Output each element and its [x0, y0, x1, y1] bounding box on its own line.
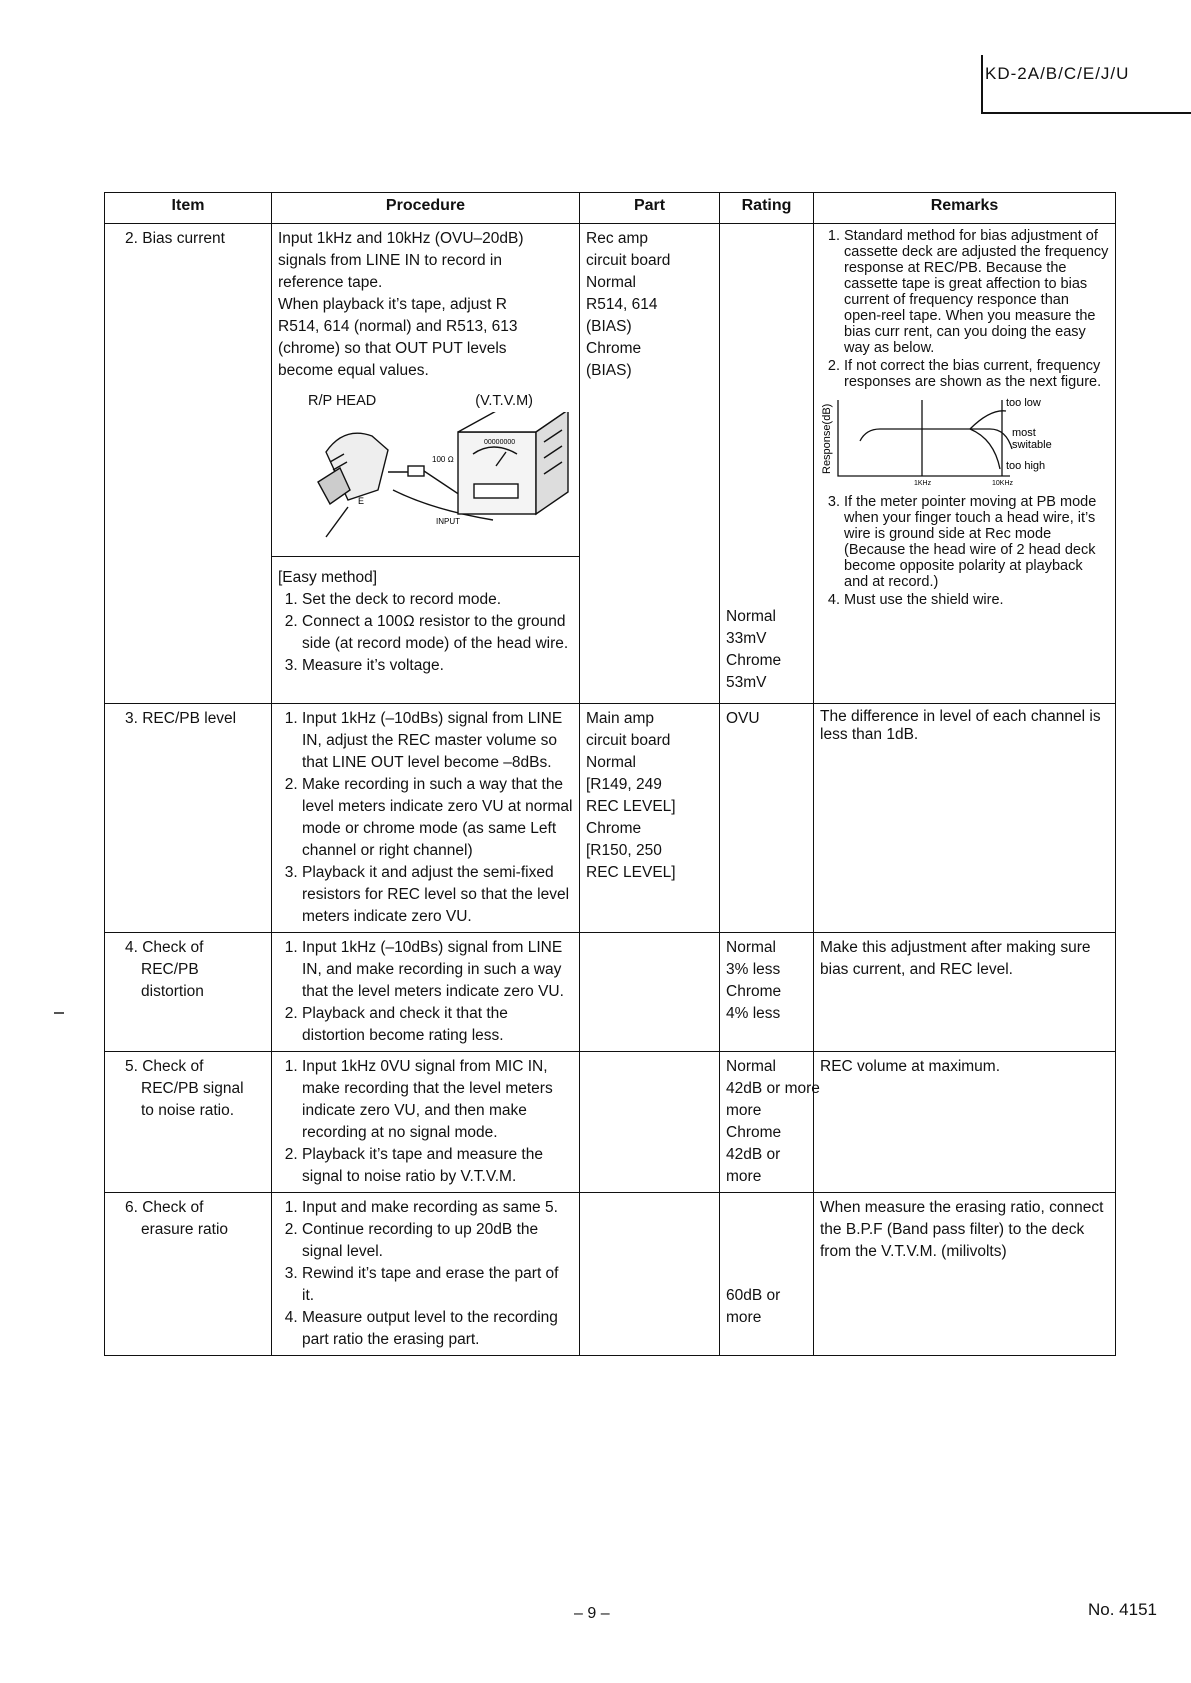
part-line: circuit board [586, 252, 671, 269]
item-label: 3. REC/PB level [125, 710, 237, 727]
list-item: 1. Input 1kHz (–10dBs) signal from LINE IN, adjust the REC master volume so that LINE OUT level become –8dBs. [302, 708, 573, 774]
procedure-line: Input 1kHz and 10kHz (OVU–20dB) [278, 230, 524, 247]
rating-text [726, 606, 807, 694]
label-too-low: too low [1006, 397, 1041, 409]
model-code: KD-2A/B/C/E/J/U [985, 64, 1130, 83]
label-switable: switable [1012, 439, 1052, 451]
rating-text [726, 1056, 820, 1188]
column-header-part: Part [580, 193, 720, 224]
list-item: 1. Input 1kHz (–10dBs) signal from LINE IN, and make recording in such a way that the level meters indicate zero VU. [302, 937, 573, 1003]
list-item: 2. Playback it’s tape and measure the signal to noise ratio by V.T.V.M. [302, 1144, 573, 1188]
part-line: [R150, 250 [586, 842, 662, 859]
table-row-signal-to-noise [105, 1052, 1116, 1193]
remarks-cell [814, 1052, 1116, 1193]
item-cell [105, 1193, 272, 1356]
remarks-text: When measure the erasing ratio, connect the B.P.F (Band pass filter) to the deck from the V.T.V.M. (milivolts) [820, 1199, 1104, 1260]
list-item: 1. Input 1kHz 0VU signal from MIC IN, make recording that the level meters indicate zero VU, and then make recording at no signal mode. [302, 1056, 573, 1144]
procedure-line: signals from LINE IN to record in [278, 252, 502, 269]
procedure-cell [272, 704, 580, 933]
margin-mark [54, 1012, 64, 1014]
column-header-procedure: Procedure [272, 193, 580, 224]
procedure-cell [272, 1193, 580, 1356]
part-text [586, 228, 713, 382]
list-item: 3. Measure it’s voltage. [302, 655, 573, 677]
column-header-remarks: Remarks [814, 193, 1116, 224]
part-line: Normal [586, 274, 636, 291]
label-10khz: 10KHz [992, 480, 1014, 486]
item-label: 6. Check of [125, 1199, 204, 1216]
resistor-symbol [408, 466, 424, 476]
item-label: 2. Bias current [125, 230, 225, 247]
list-item: 2. Make recording in such a way that the level meters indicate zero VU at normal mode or chrome mode (as same Left channel or right channel) [302, 774, 573, 862]
part-line: (BIAS) [586, 362, 632, 379]
rating-line: 4% less [726, 1005, 781, 1022]
remarks-cell [814, 933, 1116, 1052]
rating-line: Chrome [726, 1124, 782, 1141]
item-label: 5. Check of [125, 1058, 204, 1075]
part-line: Chrome [586, 820, 642, 837]
part-line: Normal [586, 754, 636, 771]
part-cell [580, 1052, 720, 1193]
rating-cell [720, 224, 814, 704]
remarks-text: The difference in level of each channel is less than 1dB. [820, 708, 1101, 743]
part-line: circuit board [586, 732, 671, 749]
rp-head-label: R/P HEAD [308, 393, 377, 409]
rating-line: Chrome [726, 983, 782, 1000]
part-line: (BIAS) [586, 318, 632, 335]
item-cell [105, 1052, 272, 1193]
label-1khz: 1KHz [914, 480, 932, 486]
item-label-line: to noise ratio. [141, 1102, 235, 1119]
rating-line: Chrome [726, 652, 782, 669]
part-line: [R149, 249 [586, 776, 662, 793]
list-item: 4. Must use the shield wire. [844, 592, 1109, 608]
remarks-text: REC volume at maximum. [820, 1058, 1001, 1075]
part-text [586, 708, 713, 884]
rating-line: more [726, 1168, 762, 1185]
part-line: REC LEVEL] [586, 864, 676, 881]
list-item: 2. If not correct the bias current, frequency responses are shown as the next figure. [844, 358, 1109, 390]
rating-cell [720, 1193, 814, 1356]
part-line: Main amp [586, 710, 655, 727]
item-label-line: REC/PB signal [141, 1080, 244, 1097]
rating-line: 33mV [726, 630, 767, 647]
rating-line: 42dB or more [726, 1080, 820, 1097]
part-cell [580, 224, 720, 704]
bias-measurement-illustration [288, 412, 578, 542]
procedure-steps [278, 708, 573, 928]
column-header-item: Item [105, 193, 272, 224]
part-line: Chrome [586, 340, 642, 357]
rating-line: more [726, 1102, 762, 1119]
item-label: 4. Check of [125, 939, 204, 956]
procedure-line: reference tape. [278, 274, 383, 291]
part-line: REC LEVEL] [586, 798, 676, 815]
ground-label: E [358, 496, 365, 506]
list-item: 1. Input and make recording as same 5. [302, 1197, 573, 1219]
rating-line: 42dB or [726, 1146, 781, 1163]
procedure-line: When playback it’s tape, adjust R [278, 296, 507, 313]
curve-most-switable [860, 429, 1012, 449]
rating-line: Normal [726, 608, 776, 625]
part-cell [580, 933, 720, 1052]
remarks-list [820, 228, 1109, 390]
table-row-erasure-ratio [105, 1193, 1116, 1356]
header-divider-vertical [981, 55, 983, 113]
procedure-steps [278, 1197, 573, 1351]
part-line: R514, 614 [586, 296, 658, 313]
vtvm-label: (V.T.V.M) [475, 393, 533, 409]
meter-digits: 00000000 [484, 439, 516, 446]
page-number: – 9 – [574, 1605, 610, 1622]
rating-cell [720, 933, 814, 1052]
list-item: 4. Measure output level to the recording part ratio the erasing part. [302, 1307, 573, 1351]
item-cell [105, 224, 272, 704]
item-label-line: distortion [141, 983, 204, 1000]
procedure-text [278, 228, 573, 382]
item-cell [105, 933, 272, 1052]
list-item: 3. Rewind it’s tape and erase the part of it. [302, 1263, 573, 1307]
part-line: Rec amp [586, 230, 649, 247]
adjustment-table [104, 192, 1116, 1356]
list-item: 2. Playback and check it that the distortion become rating less. [302, 1003, 573, 1047]
remarks-text: Make this adjustment after making sure bias current, and REC level. [820, 939, 1091, 978]
header-divider-horizontal [981, 112, 1191, 114]
item-cell [105, 704, 272, 933]
input-label: INPUT [436, 517, 460, 526]
table-header-row [105, 193, 1116, 224]
remarks-cell [814, 224, 1116, 704]
rating-text [726, 1285, 807, 1329]
label-too-high: too high [1006, 460, 1046, 472]
curve-too-low [970, 411, 1006, 429]
procedure-steps [278, 937, 573, 1047]
remarks-cell [814, 1193, 1116, 1356]
rating-line: 60dB or [726, 1287, 781, 1304]
procedure-line: (chrome) so that OUT PUT levels [278, 340, 507, 357]
list-item: 2. Connect a 100Ω resistor to the ground side (at record mode) of the head wire. [302, 611, 573, 655]
rating-line: 53mV [726, 674, 767, 691]
table-row-rec-pb-level [105, 704, 1116, 933]
rating-cell [720, 1052, 820, 1193]
part-cell [580, 704, 720, 933]
rating-line: Normal [726, 939, 776, 956]
procedure-cell [272, 224, 580, 704]
column-header-rating: Rating [720, 193, 814, 224]
list-item: 3. If the meter pointer moving at PB mode when your finger touch a head wire, it’s wire is ground side at Rec mode (Because the head wire of 2 head deck become opposite polarity at playback and at record.) [844, 494, 1109, 590]
part-cell [580, 1193, 720, 1356]
easy-method-title: [Easy method] [278, 569, 378, 586]
procedure-steps [278, 1056, 573, 1188]
rating-line: Normal [726, 1058, 776, 1075]
easy-method [272, 556, 579, 677]
document-number: No. 4151 [1088, 1600, 1157, 1619]
list-item: 2. Continue recording to up 20dB the signal level. [302, 1219, 573, 1263]
rating-line: more [726, 1309, 762, 1326]
response-graph-svg [820, 396, 1070, 486]
list-item: 3. Playback it and adjust the semi-fixed resistors for REC level so that the level meters indicate zero VU. [302, 862, 573, 928]
list-item: 1. Set the deck to record mode. [302, 589, 573, 611]
item-label-line: REC/PB [141, 961, 199, 978]
procedure-line: R514, 614 (normal) and R513, 613 [278, 318, 518, 335]
table-row-bias-current [105, 224, 1116, 704]
rating-cell [720, 704, 814, 933]
frequency-response-graph [820, 396, 1109, 490]
curve-too-high [970, 429, 1000, 469]
resistor-label: 100 Ω [432, 455, 454, 464]
procedure-cell [272, 933, 580, 1052]
easy-method-steps [278, 589, 573, 677]
rating-value: OVU [726, 710, 760, 727]
remarks-list-continued [820, 494, 1109, 608]
item-label-line: erasure ratio [141, 1221, 229, 1238]
procedure-line: become equal values. [278, 362, 429, 379]
table-row-distortion [105, 933, 1116, 1052]
rating-line: 3% less [726, 961, 781, 978]
remarks-cell [814, 704, 1116, 933]
graph-ylabel: Response(dB) [821, 403, 833, 474]
procedure-cell [272, 1052, 580, 1193]
label-most: most [1012, 427, 1036, 439]
list-item: 1. Standard method for bias adjustment of cassette deck are adjusted the frequency response at REC/PB. Because the cassette tape is great affection to bias current of frequency responce than open-reel tape. When you measure the bias curr rent, can you doing the easy way as below. [844, 228, 1109, 356]
rating-text [726, 937, 807, 1025]
figure-caption [278, 390, 573, 412]
